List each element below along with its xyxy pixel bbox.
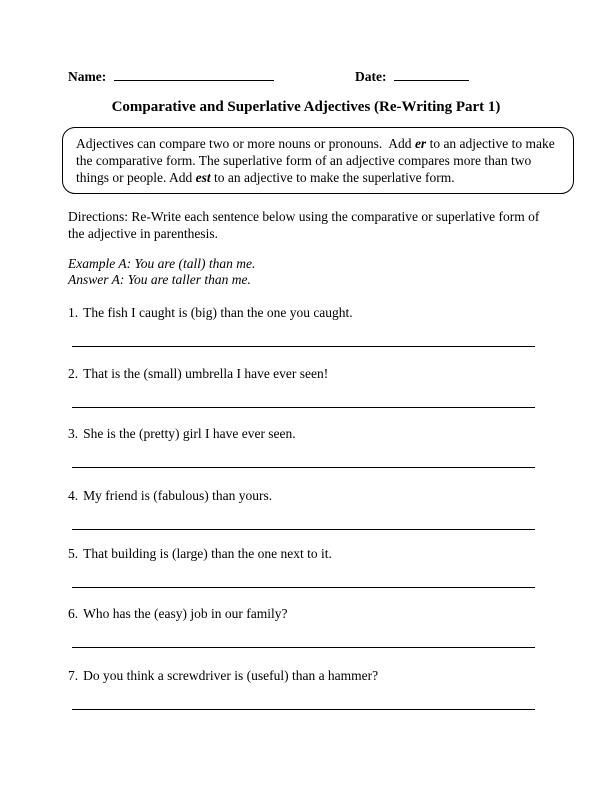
date-label: Date:	[355, 69, 387, 84]
question-sentence: That building is (large) than the one next to it.	[83, 546, 332, 561]
answer-line-7[interactable]	[72, 709, 535, 710]
answer-line-6[interactable]	[72, 647, 535, 648]
instructions-box	[62, 127, 574, 194]
worksheet-title: Comparative and Superlative Adjectives (Re-Writing Part 1)	[111, 99, 501, 115]
name-field-group	[68, 68, 274, 85]
question-row-3	[0, 426, 612, 476]
instructions-part2: to an adjective to make the comparative form. The superlative form of an adjective compares more than two things or people. Add	[76, 136, 559, 185]
answer-line-5[interactable]	[72, 587, 535, 588]
question-text	[68, 426, 558, 442]
example-block	[68, 256, 255, 287]
question-number: 7.	[68, 668, 79, 683]
question-text	[68, 488, 558, 504]
answer-line-3[interactable]	[72, 467, 535, 468]
question-text	[68, 366, 558, 382]
question-sentence: Who has the (easy) job in our family?	[83, 606, 288, 621]
question-row-6	[0, 606, 612, 656]
answer-line-2[interactable]	[72, 407, 535, 408]
instructions-text	[76, 135, 567, 186]
instructions-est-emphasis: est	[195, 170, 211, 185]
question-text	[68, 546, 558, 562]
name-label: Name:	[68, 69, 107, 84]
instructions-part1: Adjectives can compare two or more nouns or pronouns. Add	[76, 136, 415, 151]
directions-text: Directions: Re-Write each sentence below using the comparative or superlative form of the adjective in parenthesis.	[68, 209, 540, 241]
question-text	[68, 606, 558, 622]
instructions-part3: to an adjective to make the superlative form.	[210, 170, 455, 185]
question-text	[68, 668, 558, 684]
question-row-7	[0, 668, 612, 718]
question-number: 5.	[68, 546, 79, 561]
question-number: 2.	[68, 366, 79, 381]
question-text	[68, 305, 558, 321]
date-field-group	[355, 68, 469, 85]
question-sentence: That is the (small) umbrella I have ever seen!	[83, 366, 329, 381]
answer-line-4[interactable]	[72, 529, 535, 530]
instructions-er-emphasis: er	[414, 136, 427, 151]
example-prompt: Example A: You are (tall) than me.	[68, 256, 256, 271]
question-number: 3.	[68, 426, 79, 441]
answer-line-1[interactable]	[72, 346, 535, 347]
question-number: 1.	[68, 305, 79, 320]
date-blank-line[interactable]	[394, 68, 469, 81]
question-sentence: She is the (pretty) girl I have ever seen.	[83, 426, 296, 441]
question-row-2	[0, 366, 612, 416]
question-sentence: Do you think a screwdriver is (useful) than a hammer?	[83, 668, 379, 683]
name-blank-line[interactable]	[114, 68, 274, 81]
example-answer: Answer A: You are taller than me.	[68, 271, 251, 287]
question-row-4	[0, 488, 612, 538]
question-number: 6.	[68, 606, 79, 621]
question-number: 4.	[68, 488, 79, 503]
question-sentence: The fish I caught is (big) than the one you caught.	[83, 305, 353, 320]
question-row-5	[0, 546, 612, 596]
question-row-1	[0, 305, 612, 355]
question-sentence: My friend is (fabulous) than yours.	[83, 488, 273, 503]
